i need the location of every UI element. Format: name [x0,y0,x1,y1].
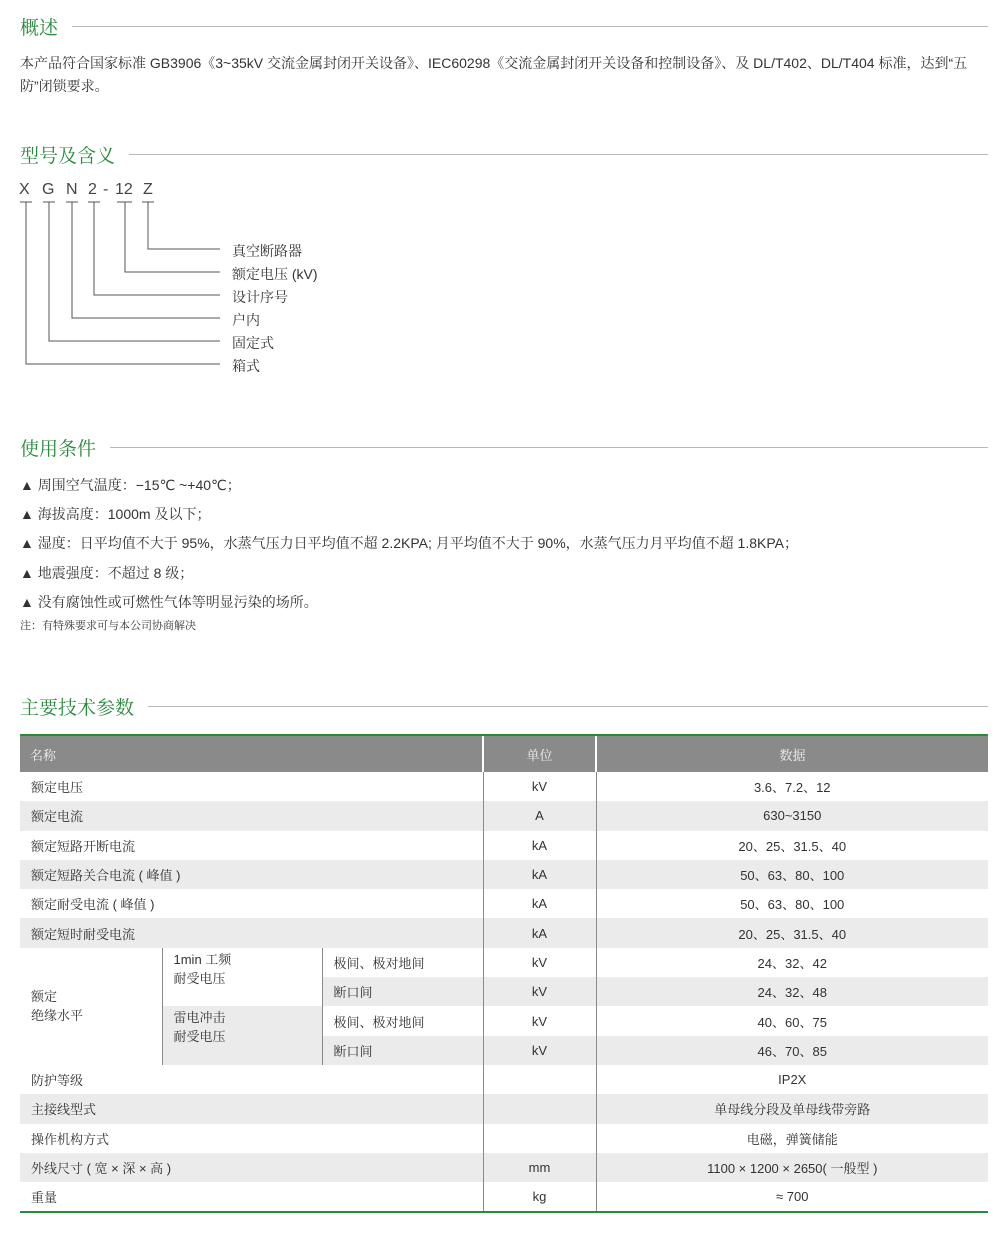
condition-item: ▲ 地震强度：不超过 8 级； [20,565,194,581]
condition-item: ▲ 海拔高度：1000m 及以下； [20,506,211,522]
model-meaning: 固定式 [232,335,274,351]
condition-item: ▲ 湿度：日平均值不大于 95%，水蒸气压力日平均值不超 2.2KPA; 月平均值不大于 90%，水蒸气压力月平均值不超 1.8KPA； [20,535,798,551]
param-value: 24、32、48 [596,977,988,1006]
table-row [20,918,988,947]
table-row [20,948,988,977]
divider [148,706,988,707]
param-name: 额定耐受电流 ( 峰值 ) [20,889,483,918]
param-value: 1100 × 1200 × 2650( 一般型 ) [596,1153,988,1182]
model-title: 型号及含义 [20,146,116,167]
table-row [20,889,988,918]
model-code-char: 2 [88,181,97,198]
conditions-title: 使用条件 [20,439,97,460]
table-row [20,1153,988,1182]
param-name: 重量 [20,1182,483,1212]
model-code-char: 12 [115,181,133,198]
insulation-sub: 断口间 [322,1036,483,1065]
param-unit: kg [483,1182,596,1212]
overview-text: 本产品符合国家标准 GB3906《3~35kV 交流金属封闭开关设备》、IEC60298《交流金属封闭开关设备和控制设备》、及 DL/T402、DL/T404 标准，达到“五防”闭锁要求。 [20,55,968,94]
param-value: IP2X [596,1065,988,1094]
table-row [20,772,988,801]
param-name: 额定短路开断电流 [20,831,483,860]
model-meaning: 户内 [232,312,260,328]
param-name: 额定短时耐受电流 [20,918,483,947]
header-name: 名称 [20,735,483,772]
param-name: 额定电压 [20,772,483,801]
model-meaning: 箱式 [232,358,260,374]
model-code-char: X [19,181,30,198]
table-row [20,1006,988,1035]
overview-title: 概述 [20,18,59,39]
param-value: 50、63、80、100 [596,860,988,889]
table-row [20,801,988,830]
param-value: 630~3150 [596,801,988,830]
param-unit [483,1124,596,1153]
param-unit: kA [483,889,596,918]
param-unit: kA [483,831,596,860]
model-code-char: - [103,181,109,198]
header-value: 数据 [596,735,988,772]
param-unit: mm [483,1153,596,1182]
table-row [20,1124,988,1153]
param-name: 额定电流 [20,801,483,830]
param-name: 防护等级 [20,1065,483,1094]
param-name: 操作机构方式 [20,1124,483,1153]
param-unit [483,1094,596,1123]
param-unit [483,1065,596,1094]
table-row [20,1065,988,1094]
conditions-header [20,434,988,461]
param-name: 主接线型式 [20,1094,483,1123]
header-unit: 单位 [483,735,596,772]
model-code-char: G [42,181,55,198]
insulation-sub: 极间、极对地间 [322,948,483,977]
param-unit: kV [483,977,596,1006]
param-unit: A [483,801,596,830]
conditions-note: 注：有特殊要求可与本公司协商解决 [20,620,196,632]
params-table [20,734,988,1213]
param-value: 46、70、85 [596,1036,988,1065]
condition-item: ▲ 没有腐蚀性或可燃性气体等明显污染的场所。 [20,594,318,610]
insulation-sub: 极间、极对地间 [322,1006,483,1035]
param-value: 20、25、31.5、40 [596,831,988,860]
param-unit: kV [483,1036,596,1065]
param-name: 额定短路关合电流 ( 峰值 ) [20,860,483,889]
param-value: 24、32、42 [596,948,988,977]
table-row [20,831,988,860]
param-unit: kA [483,918,596,947]
divider [110,447,988,448]
model-code-char: N [66,181,78,198]
model-meaning: 设计序号 [232,289,288,305]
param-value: 40、60、75 [596,1006,988,1035]
table-row [20,1182,988,1212]
insulation-label: 额定 绝缘水平 [20,948,162,1065]
param-unit: kV [483,772,596,801]
param-value: 50、63、80、100 [596,889,988,918]
table-row [20,1094,988,1123]
insulation-group-label: 1min 工频 耐受电压 [162,948,322,1007]
param-value: 单母线分段及单母线带旁路 [596,1094,988,1123]
params-header [20,693,988,720]
model-meaning: 真空断路器 [232,243,302,259]
param-value: 20、25、31.5、40 [596,918,988,947]
insulation-group-label: 雷电冲击 耐受电压 [162,1006,322,1065]
params-title: 主要技术参数 [20,698,135,719]
model-diagram-lines [0,0,1001,400]
param-value: 3.6、7.2、12 [596,772,988,801]
condition-item: ▲ 周围空气温度：−15℃ ~+40℃； [20,477,241,493]
param-value: 电磁，弹簧储能 [596,1124,988,1153]
param-unit: kV [483,1006,596,1035]
insulation-sub: 断口间 [322,977,483,1006]
model-code-char: Z [143,181,153,198]
param-unit: kA [483,860,596,889]
param-value: ≈ 700 [596,1182,988,1212]
param-unit: kV [483,948,596,977]
table-row [20,860,988,889]
model-meaning: 额定电压 (kV) [232,266,318,282]
param-name: 外线尺寸 ( 宽 × 深 × 高 ) [20,1153,483,1182]
